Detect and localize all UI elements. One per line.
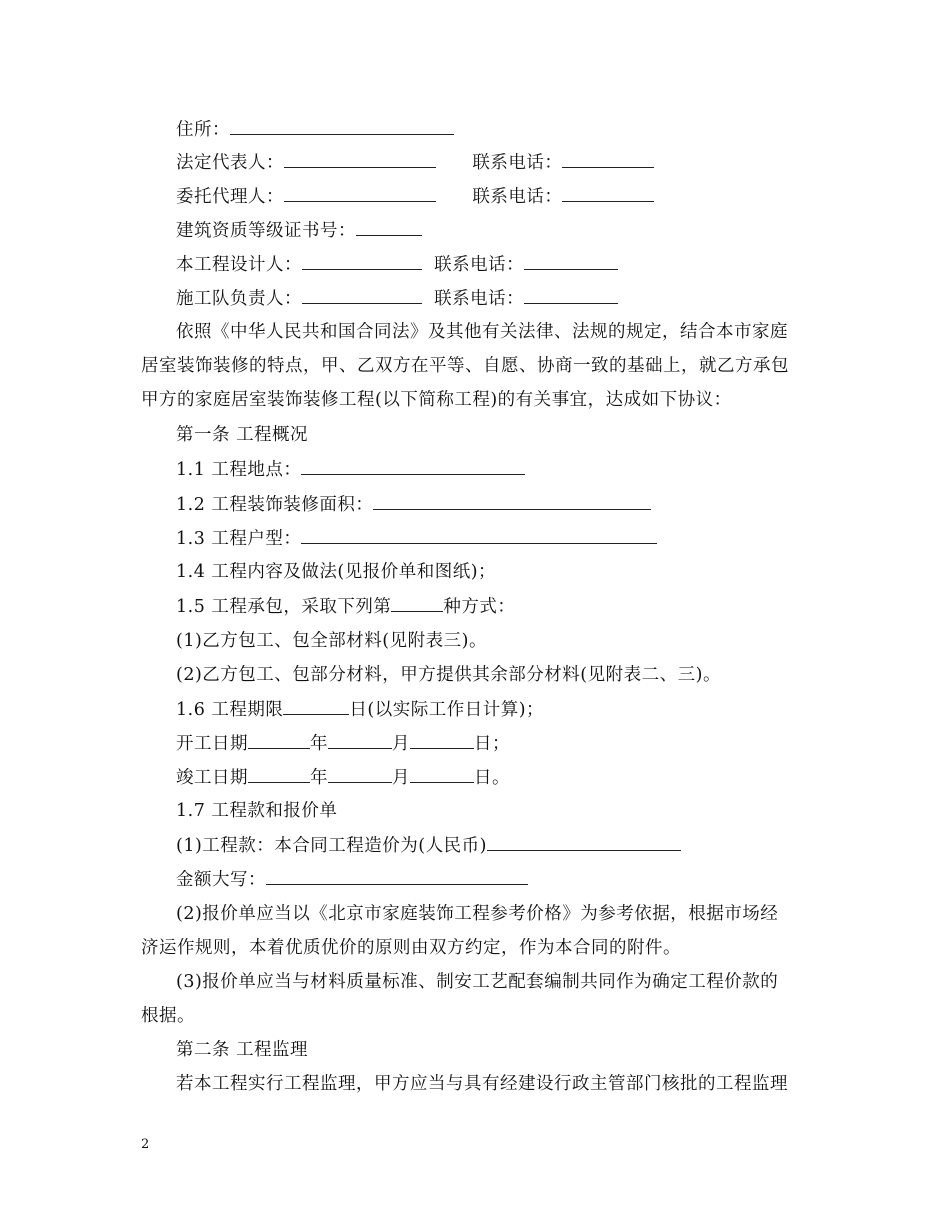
document-line xyxy=(176,834,681,857)
line-text: 若本工程实行工程监理，甲方应当与具有经建设行政主管部门核批的工程监理 xyxy=(176,1074,788,1094)
fill-in-blank xyxy=(410,732,474,749)
line-text: 月 xyxy=(392,768,410,788)
document-line xyxy=(176,1039,308,1061)
line-text: (2)乙方包工、包部分材料，甲方提供其余部分材料(见附表二、三)。 xyxy=(176,665,721,685)
line-text: 竣工日期 xyxy=(176,768,248,788)
line-text: 第二条 工程监理 xyxy=(176,1040,309,1060)
line-text: 联系电话： xyxy=(436,153,563,173)
line-text: 建筑资质等级证书号： xyxy=(176,221,356,241)
line-text: 联系电话： xyxy=(436,187,563,207)
line-text: 住所： xyxy=(176,120,230,140)
document-line xyxy=(176,424,308,446)
line-text: (2)报价单应当以《北京市家庭装饰工程参考价格》为参考依据，根据市场经 xyxy=(176,904,779,924)
fill-in-blank xyxy=(301,527,657,544)
document-line xyxy=(176,595,515,618)
fill-in-blank xyxy=(248,732,310,749)
fill-in-blank xyxy=(562,185,654,202)
line-text: 年 xyxy=(310,768,328,788)
document-line xyxy=(141,389,732,411)
line-text: 根据。 xyxy=(141,1006,195,1026)
document-line xyxy=(176,630,487,652)
line-text: 开工日期 xyxy=(176,734,248,754)
line-text: 甲方的家庭居室装饰装修工程(以下简称工程)的有关事宜，达成如下协议： xyxy=(141,390,732,410)
fill-in-blank xyxy=(301,458,525,475)
line-text: 本工程设计人： xyxy=(176,255,302,275)
document-line xyxy=(176,287,618,310)
line-text: 1.1 工程地点： xyxy=(176,460,302,480)
fill-in-blank xyxy=(356,219,422,236)
line-text: 日。 xyxy=(474,768,510,788)
fill-in-blank xyxy=(410,766,474,783)
fill-in-blank xyxy=(487,834,681,851)
fill-in-blank xyxy=(524,287,618,304)
document-line xyxy=(176,185,654,208)
line-text: 年 xyxy=(310,734,328,754)
document-line xyxy=(141,1005,195,1027)
fill-in-blank xyxy=(391,595,443,612)
page-number: 2 xyxy=(141,1137,150,1152)
fill-in-blank xyxy=(283,698,349,715)
line-text: 1.6 工程期限 xyxy=(176,700,284,720)
fill-in-blank xyxy=(248,766,310,783)
line-text: (3)报价单应当与材料质量标准、制安工艺配套编制共同作为确定工程价款的 xyxy=(176,972,779,992)
document-line xyxy=(176,527,657,550)
line-text: 日； xyxy=(474,734,510,754)
line-text: 联系电话： xyxy=(422,255,525,275)
fill-in-blank xyxy=(373,493,651,510)
document-line xyxy=(176,1073,788,1095)
line-text: 第一条 工程概况 xyxy=(176,425,309,445)
document-line xyxy=(176,766,510,789)
document-line xyxy=(176,321,788,343)
document-line xyxy=(176,868,528,891)
document-line xyxy=(176,664,721,686)
fill-in-blank xyxy=(284,151,436,168)
fill-in-blank xyxy=(230,118,454,135)
fill-in-blank xyxy=(266,868,528,885)
document-line xyxy=(176,903,778,925)
document-line xyxy=(176,493,651,516)
document-line xyxy=(176,253,618,276)
document-line xyxy=(176,800,337,822)
fill-in-blank xyxy=(562,151,654,168)
fill-in-blank xyxy=(284,185,436,202)
fill-in-blank xyxy=(524,253,618,270)
document-line xyxy=(176,561,496,583)
line-text: (1)乙方包工、包全部材料(见附表三)。 xyxy=(176,631,487,651)
document-line xyxy=(176,458,525,481)
document-line xyxy=(176,698,544,721)
line-text: 1.4 工程内容及做法(见报价单和图纸)； xyxy=(176,562,497,582)
document-line xyxy=(176,219,422,242)
line-text: 济运作规则，本着优质优价的原则由双方约定，作为本合同的附件。 xyxy=(141,938,681,958)
line-text: 1.7 工程款和报价单 xyxy=(176,801,338,821)
document-line xyxy=(141,355,789,377)
document-line xyxy=(141,937,681,959)
document-line xyxy=(176,971,778,993)
document-line xyxy=(176,732,510,755)
line-text: 1.2 工程装饰装修面积： xyxy=(176,495,374,515)
line-text: 联系电话： xyxy=(422,289,525,309)
line-text: 施工队负责人： xyxy=(176,289,302,309)
fill-in-blank xyxy=(328,766,392,783)
line-text: 法定代表人： xyxy=(176,153,284,173)
fill-in-blank xyxy=(302,253,422,270)
line-text: 种方式： xyxy=(443,597,516,617)
fill-in-blank xyxy=(302,287,422,304)
line-text: 委托代理人： xyxy=(176,187,284,207)
line-text: 1.3 工程户型： xyxy=(176,529,302,549)
document-line xyxy=(176,118,454,141)
line-text: 日(以实际工作日计算)； xyxy=(349,700,545,720)
line-text: 月 xyxy=(392,734,410,754)
fill-in-blank xyxy=(328,732,392,749)
line-text: 1.5 工程承包，采取下列第 xyxy=(176,597,392,617)
line-text: 居室装饰装修的特点，甲、乙双方在平等、自愿、协商一致的基础上，就乙方承包 xyxy=(141,356,789,376)
line-text: (1)工程款：本合同工程造价为(人民币) xyxy=(176,836,487,856)
line-text: 依照《中华人民共和国合同法》及其他有关法律、法规的规定，结合本市家庭 xyxy=(176,322,788,342)
document-line xyxy=(176,151,654,174)
line-text: 金额大写： xyxy=(176,870,266,890)
